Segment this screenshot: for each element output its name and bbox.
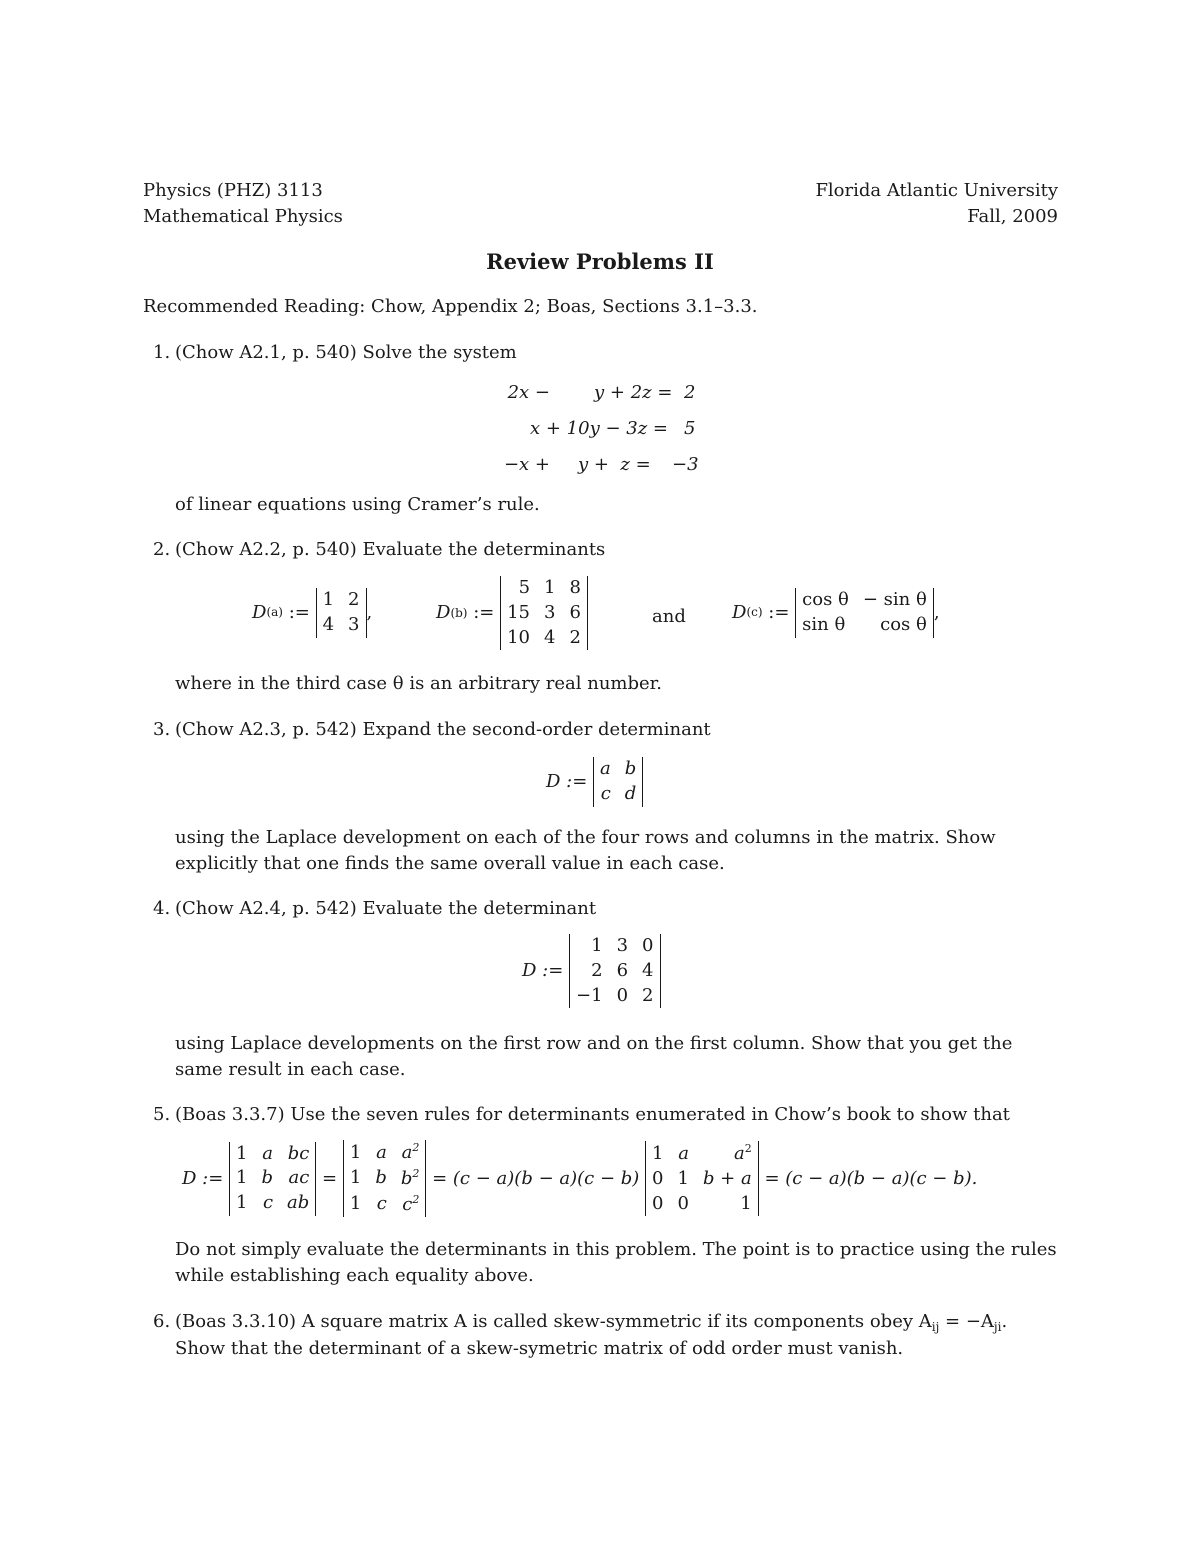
determinant-3x3: D := 1 3 0 2 6 4 −1 0 2 [522, 934, 661, 1008]
recommended-reading: Recommended Reading: Chow, Appendix 2; Boas, Sections 3.1–3.3. [143, 296, 758, 317]
matrix-abcd: a b c d [593, 757, 643, 807]
matrix-a: 1 2 4 3 [316, 588, 367, 638]
matrix-c: cos θ − sin θ sin θ cos θ [795, 588, 934, 638]
matrix-1: 1 a bc 1 b ac 1 c ab [229, 1142, 316, 1216]
determinant-a: D (a) := 1 2 4 3 , [252, 588, 372, 638]
problem-5 [143, 1102, 1058, 1128]
problem-intro: (Chow A2.1, p. 540) Solve the system [175, 342, 517, 363]
university-name: Florida Atlantic University [815, 180, 1058, 201]
problem-intro: (Chow A2.3, p. 542) Expand the second-order determinant [175, 719, 711, 740]
problem-number: 5. [153, 1104, 171, 1125]
equation-row-3: −x + y + z = −3 [503, 454, 699, 475]
problem-2 [143, 537, 1058, 563]
problem-3 [143, 717, 1058, 743]
problem-4-after: using Laplace developments on the first row and on the first column. Show that you get the same result in each case. [175, 1033, 1013, 1080]
equation-row-1: 2x − y + 2z = 2 [507, 382, 696, 403]
problem-6: 6. (Boas 3.3.10) A square matrix A is called skew-symmetric if its components obey $A_{ij} = -A_{ji}$. Show that the determinant of a skew-symetric matrix of odd order must vanish. [143, 1309, 1058, 1362]
problem-number: 6. [153, 1311, 171, 1332]
matrix-2: 1 a $a^2$ 1 b $b^2$ 1 c $c^2$ [343, 1140, 427, 1217]
matrix-3x3: 1 3 0 2 6 4 −1 0 2 [569, 934, 660, 1008]
matrix-b: 5 1 8 15 3 6 10 4 2 [500, 576, 588, 650]
problem-4 [143, 896, 1058, 922]
problem-1 [143, 340, 1058, 366]
term: Fall, 2009 [967, 205, 1058, 227]
problem-3-after: using the Laplace development on each of the four rows and columns in the matrix. Show explicitly that one finds the same overall value in each case. [175, 827, 996, 874]
determinant-abcd: D := a b c d [546, 757, 643, 807]
matrix-3: 1 a $a^2$ 0 1 b + a 0 0 1 [645, 1141, 759, 1216]
problem-text-2: Show that the determinant of a skew-symetric matrix of odd order must vanish. [175, 1338, 904, 1360]
determinant-identity: D := 1 a bc 1 b ac 1 c ab = 1 a $a^2$ 1 b $b^2$ 1 c $c^2$ = (c − a)(b − a)(c − b) 1 a $a^2$ 0 1 b + a 0 0 1 = (c − a)(b − a)(c − b). [182, 1140, 977, 1217]
problem-2-after: where in the third case θ is an arbitrary real number. [175, 673, 663, 694]
page-header [143, 178, 1058, 229]
and-word: and [652, 606, 686, 627]
document-title: Review Problems II [486, 249, 714, 274]
problem-intro: (Chow A2.2, p. 540) Evaluate the determinants [175, 539, 606, 560]
problem-number: 3. [153, 719, 171, 740]
problem-number: 4. [153, 898, 171, 919]
course-code: Physics (PHZ) 3113 [143, 180, 323, 201]
course-title: Mathematical Physics [143, 205, 343, 227]
determinant-b: D (b) := 5 1 8 15 3 6 10 4 2 [436, 576, 588, 650]
problem-intro: (Boas 3.3.7) Use the seven rules for determinants enumerated in Chow’s book to show that [175, 1104, 1010, 1125]
problem-text: (Boas 3.3.10) A square matrix A is called skew-symmetric if its components obey A [175, 1311, 932, 1332]
problem-5-after: Do not simply evaluate the determinants in this problem. The point is to practice using the rules while establishing each equality above. [175, 1239, 1057, 1286]
problem-1-after: of linear equations using Cramer’s rule. [175, 494, 540, 515]
determinant-c: D (c) := cos θ − sin θ sin θ cos θ , [732, 588, 940, 638]
problem-number: 2. [153, 539, 171, 560]
problem-number: 1. [153, 342, 171, 363]
problem-intro: (Chow A2.4, p. 542) Evaluate the determinant [175, 898, 597, 919]
equation-row-2: x + 10y − 3z = 5 [529, 418, 696, 439]
